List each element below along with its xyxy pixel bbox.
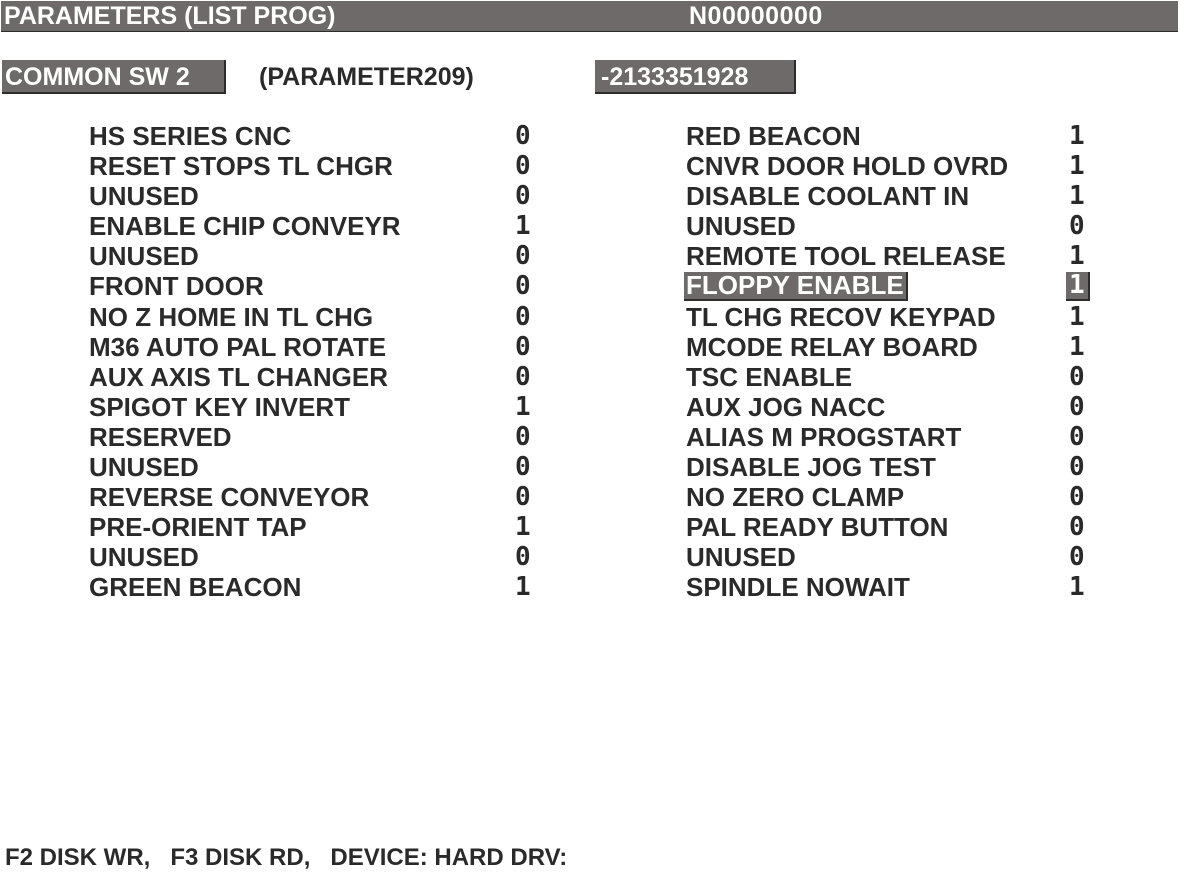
bit-label: RESERVED (89, 421, 232, 452)
bit-label: HS SERIES CNC (89, 121, 292, 151)
parameter-number: (PARAMETER209) (259, 63, 474, 91)
bit-label: REMOTE TOOL RELEASE (686, 241, 1006, 272)
bit-label: AUX JOG NACC (686, 391, 886, 422)
bit-row[interactable] (686, 571, 1096, 601)
bit-row[interactable] (686, 511, 1096, 541)
bit-label: FRONT DOOR (89, 271, 264, 302)
bit-label: FLOPPY ENABLE (684, 272, 908, 301)
bit-label: DISABLE JOG TEST (686, 452, 936, 483)
bit-value[interactable]: 0 (515, 542, 531, 573)
bit-label: NO ZERO CLAMP (686, 482, 905, 513)
bit-row[interactable] (686, 120, 1096, 150)
bit-row[interactable] (89, 571, 539, 601)
bit-value[interactable]: 0 (1069, 512, 1085, 543)
bit-value[interactable]: 0 (1069, 452, 1085, 483)
bit-row[interactable] (89, 210, 539, 240)
bit-row[interactable] (686, 451, 1096, 481)
bit-row[interactable] (686, 481, 1096, 511)
bit-row[interactable] (89, 421, 539, 451)
bit-value[interactable]: 1 (515, 572, 531, 603)
bit-label: REVERSE CONVEYOR (89, 482, 370, 513)
bit-row[interactable] (686, 180, 1096, 210)
bit-label: MCODE RELAY BOARD (686, 331, 978, 362)
bit-label: RESET STOPS TL CHGR (89, 151, 393, 182)
bit-value[interactable]: 1 (1066, 272, 1090, 301)
bit-row[interactable] (686, 541, 1096, 571)
bit-value[interactable]: 1 (1069, 572, 1085, 603)
bit-label: UNUSED (686, 542, 796, 573)
bit-value[interactable]: 0 (1069, 361, 1085, 392)
bit-row[interactable] (686, 421, 1096, 451)
bit-value[interactable]: 0 (1069, 482, 1085, 513)
bit-label: M36 AUTO PAL ROTATE (89, 331, 387, 362)
bit-row[interactable] (686, 361, 1096, 391)
bit-value[interactable]: 0 (1069, 211, 1085, 242)
bit-value[interactable]: 1 (515, 512, 531, 543)
bit-label: UNUSED (686, 211, 796, 242)
bit-row[interactable] (89, 180, 539, 210)
bit-row[interactable] (89, 150, 539, 180)
bit-row[interactable] (89, 451, 539, 481)
bit-row[interactable] (89, 270, 539, 300)
bit-label: NO Z HOME IN TL CHG (89, 301, 374, 332)
bit-row[interactable] (686, 331, 1096, 361)
bit-label: RED BEACON (686, 121, 861, 151)
right-bit-list (686, 120, 1096, 602)
bit-value[interactable]: 0 (515, 361, 531, 392)
bit-label: ENABLE CHIP CONVEYR (89, 211, 401, 242)
bit-value[interactable]: 0 (1069, 542, 1085, 573)
bit-label: SPIGOT KEY INVERT (89, 391, 351, 422)
bit-label: ALIAS M PROGSTART (686, 421, 962, 452)
bit-row[interactable] (686, 391, 1096, 421)
bit-value[interactable]: 1 (1069, 241, 1085, 272)
bit-row[interactable] (89, 541, 539, 571)
bit-value[interactable]: 1 (1069, 121, 1085, 151)
bit-row[interactable] (89, 511, 539, 541)
bit-row[interactable] (89, 481, 539, 511)
program-number: N00000000 (689, 2, 823, 30)
bit-label: SPINDLE NOWAIT (686, 572, 910, 603)
bit-value[interactable]: 1 (1069, 151, 1085, 182)
bit-row[interactable] (686, 270, 1096, 300)
screen-title: PARAMETERS (LIST PROG) (4, 2, 336, 30)
bit-row[interactable] (686, 301, 1096, 331)
bit-label: UNUSED (89, 181, 199, 212)
bit-label: UNUSED (89, 241, 199, 272)
bit-value[interactable]: 0 (515, 241, 531, 272)
bit-label: PAL READY BUTTON (686, 512, 949, 543)
bit-value[interactable]: 1 (1069, 301, 1085, 332)
title-bar (1, 1, 1178, 32)
bit-row[interactable] (89, 301, 539, 331)
parameter-value[interactable]: -2133351928 (595, 60, 796, 94)
bit-row[interactable] (89, 361, 539, 391)
bit-value[interactable]: 0 (515, 271, 531, 302)
bit-value[interactable]: 1 (1069, 331, 1085, 362)
bit-value[interactable]: 0 (515, 331, 531, 362)
parameter-name: COMMON SW 2 (2, 60, 226, 94)
bit-row[interactable] (686, 240, 1096, 270)
bit-row[interactable] (686, 210, 1096, 240)
bit-row[interactable] (686, 150, 1096, 180)
bit-row[interactable] (89, 331, 539, 361)
bit-value[interactable]: 0 (515, 121, 531, 151)
bit-label: AUX AXIS TL CHANGER (89, 361, 389, 392)
function-key-footer: F2 DISK WR, F3 DISK RD, DEVICE: HARD DRV: (5, 844, 568, 871)
bit-row[interactable] (89, 240, 539, 270)
bit-value[interactable]: 0 (515, 151, 531, 182)
bit-value[interactable]: 0 (1069, 421, 1085, 452)
bit-value[interactable]: 0 (515, 181, 531, 212)
bit-label: DISABLE COOLANT IN (686, 181, 970, 212)
bit-value[interactable]: 0 (1069, 391, 1085, 422)
bit-value[interactable]: 1 (515, 211, 531, 242)
bit-value[interactable]: 0 (515, 301, 531, 332)
bit-value[interactable]: 0 (515, 482, 531, 513)
bit-label: UNUSED (89, 452, 199, 483)
bit-label: TL CHG RECOV KEYPAD (686, 301, 996, 332)
bit-label: UNUSED (89, 542, 199, 573)
bit-row[interactable] (89, 120, 539, 150)
bit-value[interactable]: 0 (515, 452, 531, 483)
bit-value[interactable]: 0 (515, 421, 531, 452)
bit-label: GREEN BEACON (89, 572, 302, 603)
bit-value[interactable]: 1 (515, 391, 531, 422)
bit-value[interactable]: 1 (1069, 181, 1085, 212)
bit-row[interactable] (89, 391, 539, 421)
left-bit-list (89, 120, 539, 602)
bit-label: CNVR DOOR HOLD OVRD (686, 151, 1009, 182)
bit-label: PRE-ORIENT TAP (89, 512, 307, 543)
bit-label: TSC ENABLE (686, 361, 853, 392)
